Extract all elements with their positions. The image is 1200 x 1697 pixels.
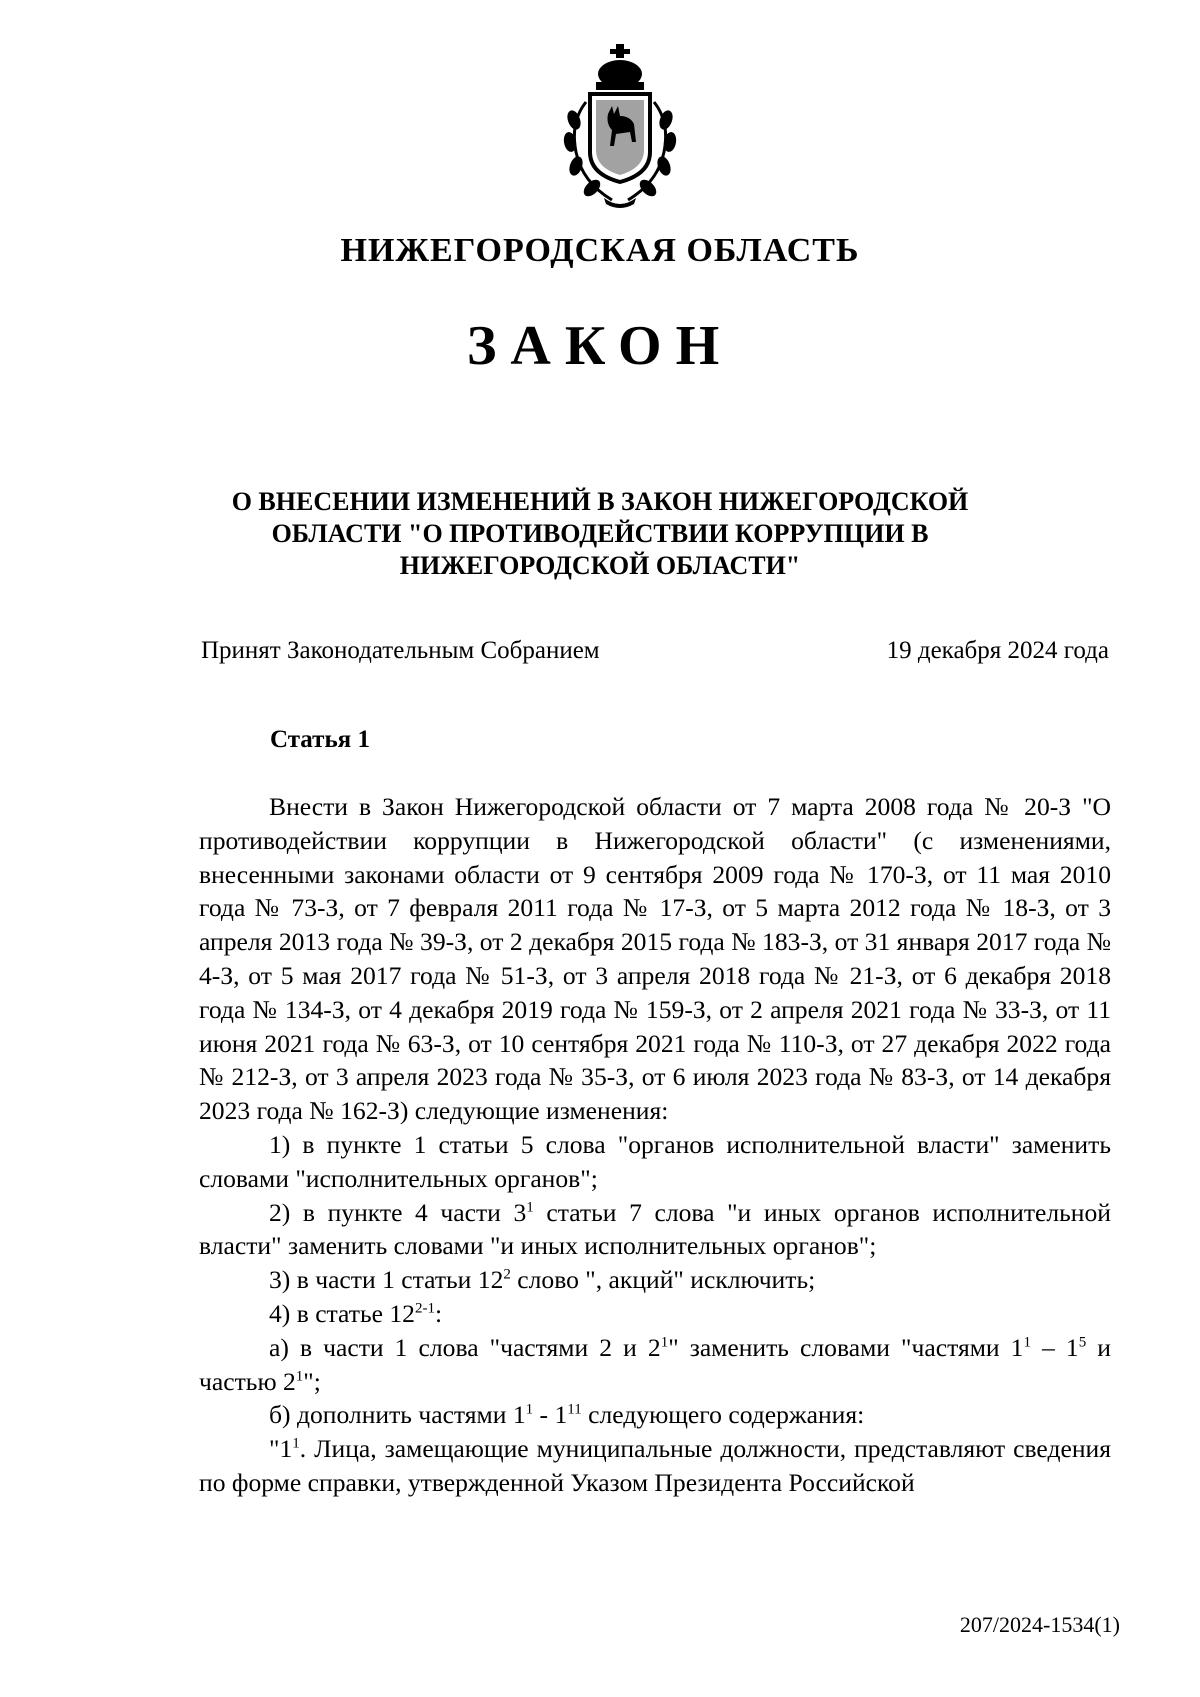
adoption-date: 19 декабря 2024 года (886, 637, 1109, 664)
adoption-line (201, 637, 1109, 665)
amendment-item-1: 1) в пункте 1 статьи 5 слова "органов исполнительной власти" заменить словами "исполнительных органов"; (199, 1129, 1111, 1193)
amendment-item-4b: б) дополнить частями $1^1 - 1^{11}$ следующего содержания: (269, 1400, 865, 1430)
amendment-item-3: 3) в части 1 статьи $12^2$ слово ", акций" исключить; (269, 1265, 816, 1295)
law-title: О ВНЕСЕНИИ ИЗМЕНЕНИЙ В ЗАКОН НИЖЕГОРОДСКОЙ ОБЛАСТИ "О ПРОТИВОДЕЙСТВИИ КОРРУПЦИИ В НИЖЕГОРОДСКОЙ ОБЛАСТИ" (231, 487, 969, 580)
document-type: ЗАКОН (466, 315, 734, 377)
region-name: НИЖЕГОРОДСКАЯ ОБЛАСТЬ (340, 232, 860, 269)
amendment-item-2: 2) в пункте 4 части $3^1$ статьи 7 слова "и иных органов исполнительной власти" заменить словами "и иных исполнительных органов"; (199, 1197, 1111, 1261)
adoption-label: Принят Законодательным Собранием (201, 637, 600, 664)
document-code: 207/2024-1534(1) (959, 1612, 1120, 1637)
article-heading: Статья 1 (270, 726, 370, 753)
coat-of-arms-icon (550, 42, 690, 212)
amendment-item-4: 4) в статье 12$^{2-1}$: (269, 1298, 443, 1328)
article-body (199, 790, 1111, 1500)
amendment-item-4a: а) в части 1 слова "частями 2 и $2^1$" заменить словами "частями $1^1 - 1^5$ и частью $2^1$"; (199, 1332, 1112, 1396)
article-intro: Внести в Закон Нижегородской области от 7 марта 2008 года № 20-З "О противодействии коррупции в Нижегородской области" (с изменениями, внесенными законами области от 9 сентября 2009 года № 170-З, от 11 мая 2010 года № 73-З, от 7 февраля 2011 года № 17-З, от 5 марта 2012 года № 18-З, от 3 апреля 2013 года № 39-З, от 2 декабря 2015 года № 183-З, от 31 января 2017 года № 4-З, от 5 мая 2017 года № 51-З, от 3 апреля 2018 года № 21-З, от 6 декабря 2018 года № 134-З, от 4 декабря 2019 года № 159-З, от 2 апреля 2021 года № 33-З, от 11 июня 2021 года № 63-З, от 10 сентября 2021 года № 110-З, от 27 декабря 2022 года № 212-З, от 3 апреля 2023 года № 35-З, от 6 июля 2023 года № 83-З, от 14 декабря 2023 года № 162-З) следующие изменения: (199, 792, 1111, 1126)
quoted-part-1-1: "$1^1$. Лица, замещающие муниципальные должности, представляют сведения по форме справки, утвержденной Указом Президента Российской (199, 1434, 1111, 1497)
